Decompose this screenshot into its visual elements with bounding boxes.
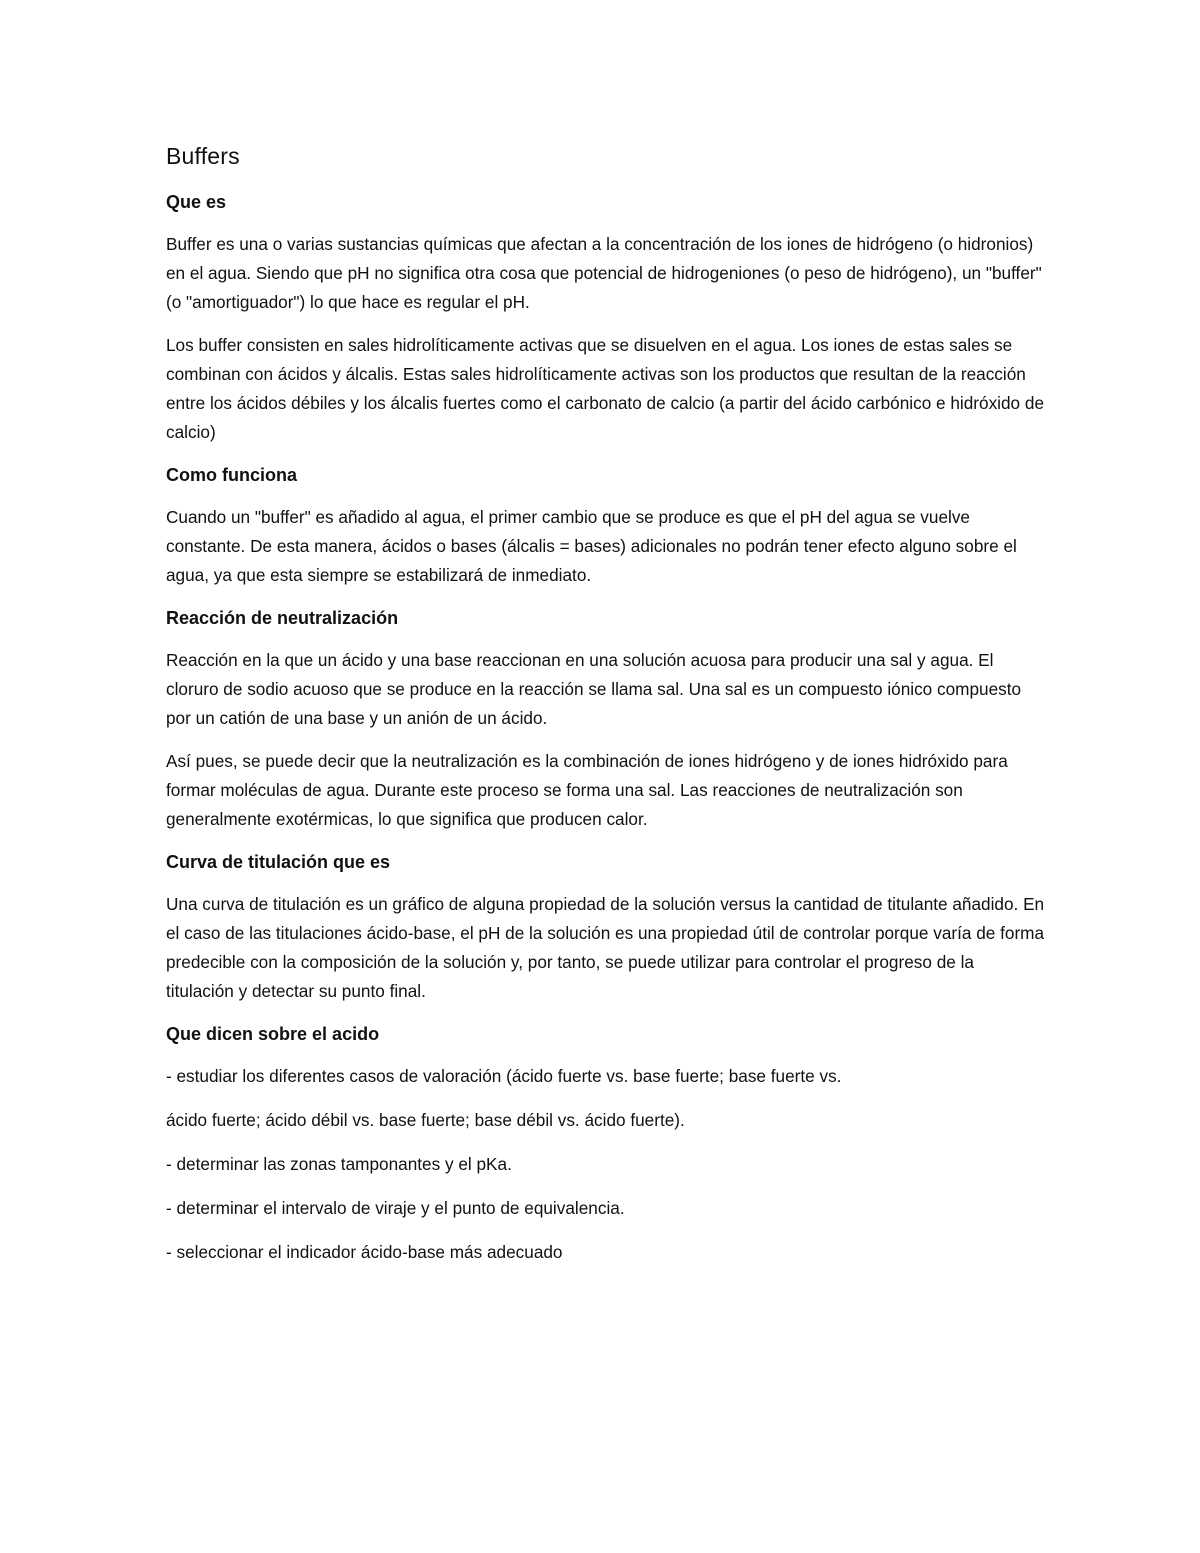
list-item: - seleccionar el indicador ácido-base más adecuado [166,1242,563,1262]
paragraph: Una curva de titulación es un gráfico de alguna propiedad de la solución versus la cantidad de titulante añadido. En el caso de las titulaciones ácido-base, el pH de la solución es una propiedad útil de controlar porque varía de forma predecible con la composición de la solución y, por tanto, se puede utilizar para controlar el progreso de la titulación y detectar su punto final. [166,894,1045,1001]
paragraph: Los buffer consisten en sales hidrolíticamente activas que se disuelven en el agua. Los iones de estas sales se combinan con ácidos y álcalis. Estas sales hidrolíticamente activas son los productos que resultan de la reacción entre los ácidos débiles y los álcalis fuertes como el carbonato de calcio (a partir del ácido carbónico e hidróxido de calcio) [166,335,1044,442]
paragraph: Así pues, se puede decir que la neutralización es la combinación de iones hidrógeno y de iones hidróxido para formar moléculas de agua. Durante este proceso se forma una sal. Las reacciones de neutralización son generalmente exotérmicas, lo que significa que producen calor. [166,751,1008,829]
section-como-funciona [166,461,1046,590]
document-page [166,140,1046,1282]
section-heading: Como funciona [166,465,297,485]
section-heading: Reacción de neutralización [166,608,399,628]
list-item: - determinar el intervalo de viraje y el punto de equivalencia. [166,1198,625,1218]
paragraph: Buffer es una o varias sustancias químicas que afectan a la concentración de los iones de hidrógeno (o hidronios) en el agua. Siendo que pH no significa otra cosa que potencial de hidrogeniones (o peso de hidrógeno), un "buffer" (o "amortiguador") lo que hace es regular el pH. [166,234,1042,312]
section-heading: Curva de titulación que es [166,852,391,872]
section-que-es [166,188,1046,447]
paragraph: Reacción en la que un ácido y una base reaccionan en una solución acuosa para producir una sal y agua. El cloruro de sodio acuoso que se produce en la reacción se llama sal. Una sal es un compuesto iónico compuesto por un catión de una base y un anión de un ácido. [166,650,1022,728]
section-heading: Que es [166,192,227,212]
list-item: ácido fuerte; ácido débil vs. base fuerte; base débil vs. ácido fuerte). [166,1110,685,1130]
list-item: - estudiar los diferentes casos de valoración (ácido fuerte vs. base fuerte; base fuerte vs. [166,1066,842,1086]
document-title: Buffers [166,143,240,169]
list-item: - determinar las zonas tamponantes y el pKa. [166,1154,512,1174]
section-heading: Que dicen sobre el acido [166,1024,380,1044]
section-que-dicen-acido [166,1020,1046,1267]
section-reaccion-neutralizacion [166,604,1046,834]
paragraph: Cuando un "buffer" es añadido al agua, el primer cambio que se produce es que el pH del agua se vuelve constante. De esta manera, ácidos o bases (álcalis = bases) adicionales no podrán tener efecto alguno sobre el agua, ya que esta siempre se estabilizará de inmediato. [166,507,1017,585]
section-curva-titulacion [166,848,1046,1006]
